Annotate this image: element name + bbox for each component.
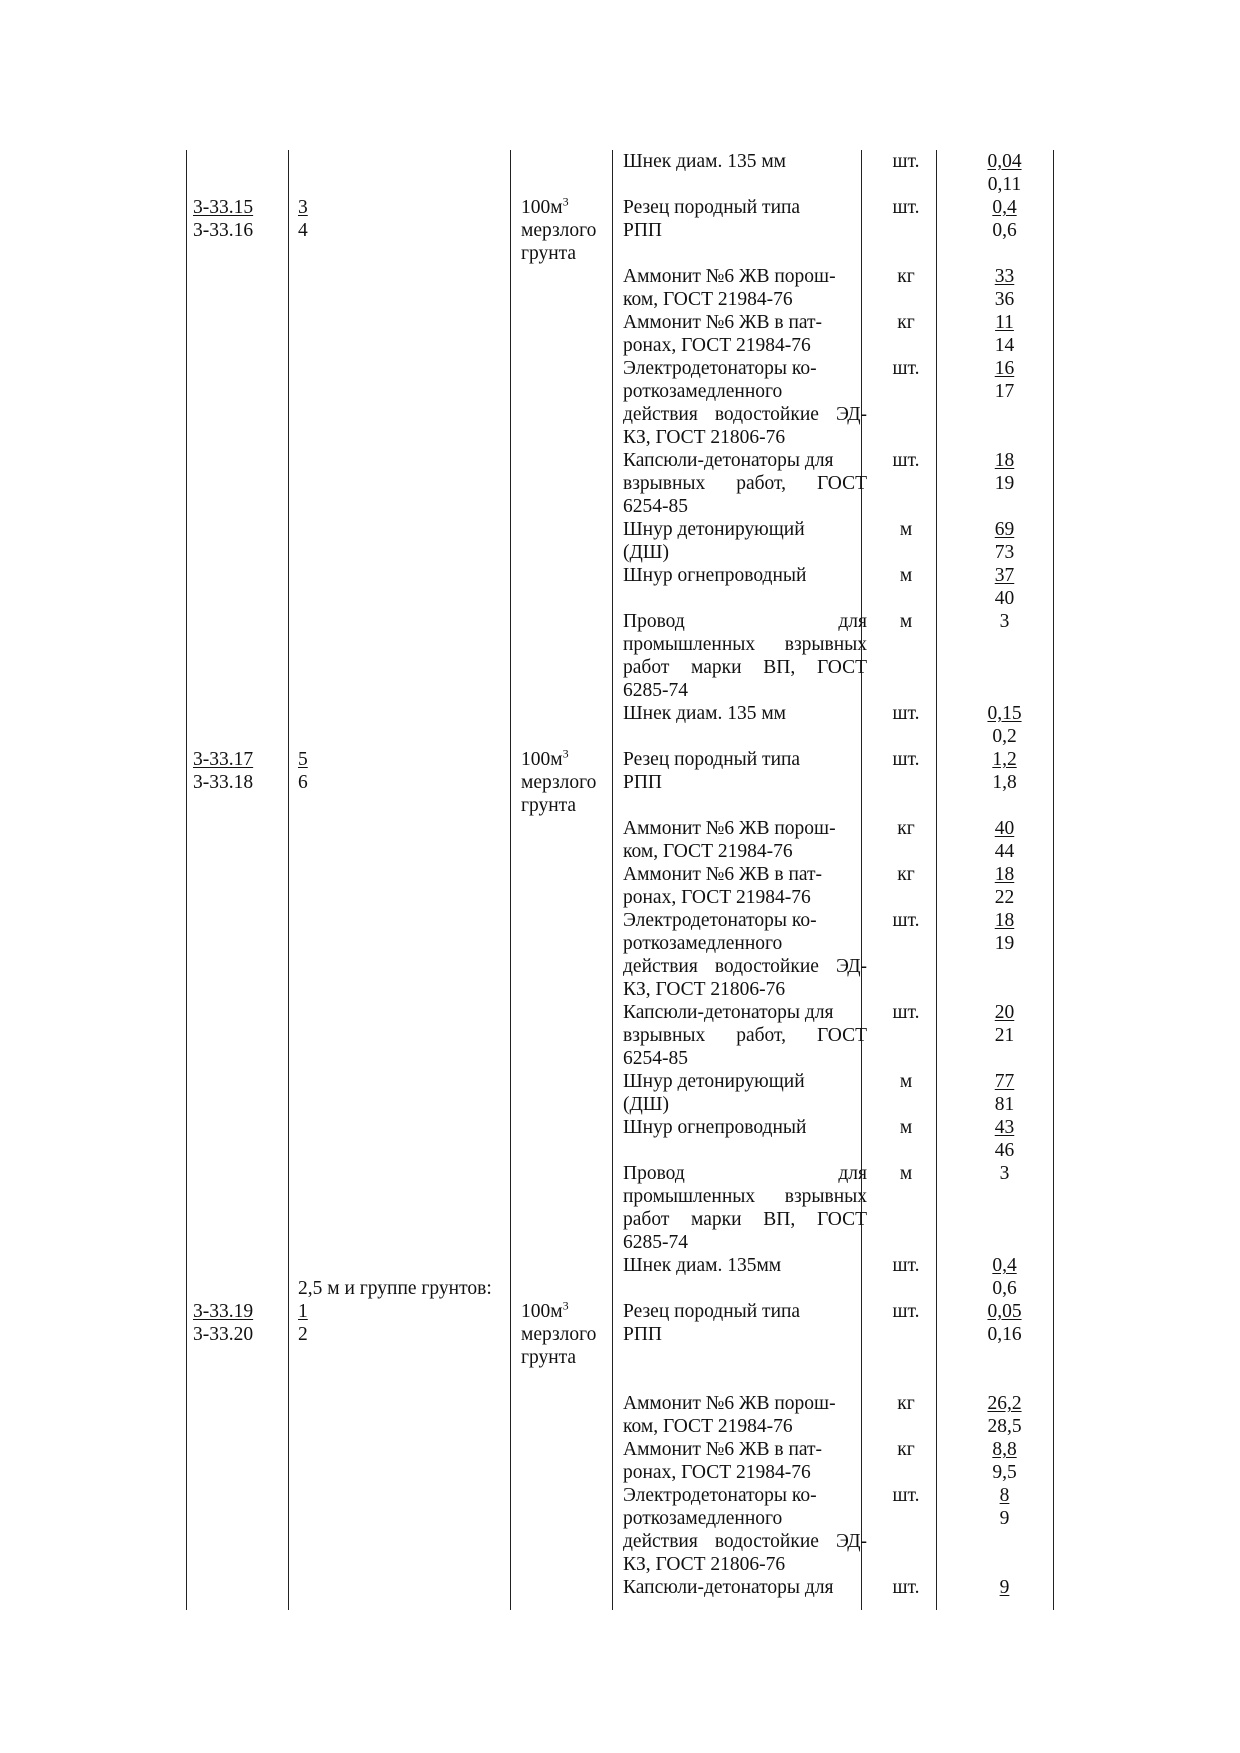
resource-name-line: 6285-74 (623, 680, 688, 701)
resource-name-line: действия водостойкие ЭД- (623, 404, 867, 425)
measure-unit-text: грунта (521, 795, 577, 816)
resource-name-line: промышленных взрывных (623, 634, 867, 655)
quantity-value: 0,11 (987, 174, 1022, 195)
quantity-underlined: 16 (994, 358, 1015, 379)
resource-name-line: Капсюли-детонаторы для (623, 1002, 834, 1023)
norm-code: 3-33.15 (193, 197, 254, 218)
quantity-value (944, 909, 1065, 932)
unit-cell (868, 1438, 944, 1461)
unit-value: кг (897, 266, 915, 287)
quantity-value: 0,2 (992, 726, 1017, 747)
quantity-cell (944, 1392, 1065, 1438)
resource-name-line: 6254-85 (623, 496, 688, 517)
quantity-value: 0,6 (992, 220, 1017, 241)
unit-cell (868, 357, 944, 380)
unit-value: м (899, 1071, 913, 1092)
resource-name-line: ронах, ГОСТ 21984-76 (623, 887, 811, 908)
quantity-underlined: 77 (994, 1071, 1015, 1092)
unit-value: шт. (892, 749, 920, 770)
resource-name-line: КЗ, ГОСТ 21806-76 (623, 979, 786, 1000)
resource-name-cell (623, 748, 867, 794)
quantity-value (944, 518, 1065, 541)
unit-value: м (899, 519, 913, 540)
resource-name-line: роткозамедленного (623, 933, 783, 954)
resource-name-cell (623, 1300, 867, 1346)
superscript-cubed: 3 (562, 1298, 569, 1313)
quantity-cell (944, 748, 1065, 794)
unit-cell (868, 1254, 944, 1277)
resource-name-line: 6285-74 (623, 1232, 688, 1253)
unit-cell (868, 265, 944, 288)
resource-name-line: ронах, ГОСТ 21984-76 (623, 1462, 811, 1483)
resource-name-line: Аммонит №6 ЖВ порош- (623, 818, 836, 839)
unit-cell (868, 748, 944, 771)
quantity-value (944, 817, 1065, 840)
unit-cell (868, 518, 944, 541)
quantity-value (944, 863, 1065, 886)
variant-value: 4 (298, 220, 308, 241)
measure-unit-text: мерзлого (521, 772, 597, 793)
resource-name-line: Аммонит №6 ЖВ в пат- (623, 1439, 823, 1460)
code-cell (193, 1300, 253, 1346)
unit-value: шт. (892, 450, 920, 471)
unit-value: шт. (892, 910, 920, 931)
resource-name-line: Шнек диам. 135мм (623, 1255, 782, 1276)
quantity-cell (944, 1070, 1065, 1116)
resource-name-line: Резец породный типа (623, 749, 801, 770)
resource-name-line: действия водостойкие ЭД- (623, 956, 867, 977)
quantity-underlined: 1,2 (992, 749, 1017, 770)
unit-cell (868, 150, 944, 173)
unit-value: шт. (892, 197, 920, 218)
quantity-underlined: 69 (994, 519, 1015, 540)
unit-cell (868, 863, 944, 886)
resource-name-cell (623, 150, 867, 173)
measure-unit-text: $100м^3$ (521, 1298, 569, 1322)
variant-value: 2 (298, 1324, 308, 1345)
resource-name-line: Шнек диам. 135 мм (623, 151, 787, 172)
resource-name-line: ком, ГОСТ 21984-76 (623, 841, 793, 862)
unit-cell (868, 1162, 944, 1185)
quantity-value: 22 (994, 887, 1015, 908)
quantity-cell (944, 518, 1065, 564)
resource-name-line: Шнур огнепроводный (623, 1117, 807, 1138)
quantity-value: 36 (994, 289, 1015, 310)
resource-name-cell (623, 1162, 867, 1254)
quantity-value (944, 357, 1065, 380)
quantity-value (944, 1116, 1065, 1139)
resource-name-line: действия водостойкие ЭД- (623, 1531, 867, 1552)
resource-name-line: 6254-85 (623, 1048, 688, 1069)
unit-value: м (899, 1117, 913, 1138)
quantity-cell (944, 1254, 1065, 1300)
resource-name-line: Шнек диам. 135 мм (623, 703, 787, 724)
resource-name-line: Шнур детонирующий (623, 1071, 805, 1092)
resource-name-line: Шнур детонирующий (623, 519, 805, 540)
resource-name-line: Капсюли-детонаторы для (623, 450, 834, 471)
resource-name-line: работ марки ВП, ГОСТ (623, 657, 867, 678)
quantity-cell (944, 817, 1065, 863)
quantity-underlined: 20 (994, 1002, 1015, 1023)
resource-name-cell (623, 702, 867, 725)
quantity-value (944, 265, 1065, 288)
measure-unit-text: грунта (521, 243, 577, 264)
quantity-value: 81 (994, 1094, 1015, 1115)
resource-name-line: Резец породный типа (623, 1301, 801, 1322)
resource-name-line: Провод для (623, 1163, 867, 1184)
quantity-underlined: 26,2 (987, 1393, 1022, 1414)
measure-unit-text: $100м^3$ (521, 746, 569, 770)
quantity-cell (944, 150, 1065, 196)
unit-value: кг (897, 1393, 915, 1414)
quantity-value (944, 1484, 1065, 1507)
unit-cell (868, 1576, 944, 1599)
resource-name-line: РПП (623, 772, 663, 793)
superscript-cubed: 3 (562, 194, 569, 209)
resource-name-line: Аммонит №6 ЖВ в пат- (623, 312, 823, 333)
quantity-underlined: 18 (994, 864, 1015, 885)
unit-value: м (899, 1163, 913, 1184)
resource-name-cell (623, 518, 867, 564)
measure-unit-text: грунта (521, 1347, 577, 1368)
code-cell (193, 748, 253, 794)
quantity-underlined: 9 (999, 1577, 1010, 1598)
quantity-underlined: 0,4 (992, 1255, 1017, 1276)
quantity-value: 19 (994, 933, 1015, 954)
resource-name-line: КЗ, ГОСТ 21806-76 (623, 1554, 786, 1575)
unit-cell (868, 702, 944, 725)
unit-value: шт. (892, 151, 920, 172)
table-divider-1 (288, 150, 289, 1610)
quantity-value: 3 (999, 1163, 1010, 1184)
quantity-cell (944, 265, 1065, 311)
unit-cell (868, 1484, 944, 1507)
unit-cell (868, 564, 944, 587)
quantity-cell (944, 1484, 1065, 1530)
unit-value: кг (897, 312, 915, 333)
quantity-value (944, 1001, 1065, 1024)
quantity-value (944, 748, 1065, 771)
resource-name-cell (623, 449, 867, 518)
quantity-underlined: 40 (994, 818, 1015, 839)
quantity-value: 28,5 (987, 1416, 1022, 1437)
table-divider-2 (510, 150, 511, 1610)
resource-name-cell (623, 1070, 867, 1116)
resource-name-line: Резец породный типа (623, 197, 801, 218)
norm-code: 3-33.18 (193, 772, 254, 793)
unit-cell (868, 196, 944, 219)
unit-value: кг (897, 864, 915, 885)
quantity-cell (944, 1576, 1065, 1599)
quantity-underlined: 0,4 (992, 197, 1017, 218)
quantity-cell (944, 1162, 1065, 1185)
variant-value: 3 (298, 197, 308, 218)
variant-value: 6 (298, 772, 308, 793)
resource-name-line: Электродетонаторы ко- (623, 910, 817, 931)
quantity-value (944, 564, 1065, 587)
quantity-underlined: 37 (994, 565, 1015, 586)
resource-name-cell (623, 1438, 867, 1484)
quantity-value (944, 150, 1065, 173)
variant-cell (298, 196, 308, 242)
measure-unit-text: мерзлого (521, 1324, 597, 1345)
resource-name-cell (623, 564, 867, 587)
quantity-value: 21 (994, 1025, 1015, 1046)
quantity-value (944, 1300, 1065, 1323)
resource-name-cell (623, 610, 867, 702)
quantity-value (944, 1576, 1065, 1599)
unit-of-measure-cell (521, 196, 596, 265)
unit-value: шт. (892, 1255, 920, 1276)
quantity-underlined: 8,8 (992, 1439, 1017, 1460)
unit-cell (868, 610, 944, 633)
quantity-value: 46 (994, 1140, 1015, 1161)
quantity-cell (944, 311, 1065, 357)
quantity-underlined: 0,05 (987, 1301, 1022, 1322)
unit-value: шт. (892, 358, 920, 379)
quantity-value: 40 (994, 588, 1015, 609)
unit-value: шт. (892, 1577, 920, 1598)
resource-name-cell (623, 817, 867, 863)
quantity-value (944, 449, 1065, 472)
quantity-cell (944, 610, 1065, 633)
resource-name-line: Аммонит №6 ЖВ порош- (623, 266, 836, 287)
norm-code: 3-33.19 (193, 1301, 254, 1322)
quantity-value: 0,6 (992, 1278, 1017, 1299)
variant-value: 1 (298, 1301, 308, 1322)
quantity-cell (944, 909, 1065, 955)
quantity-value (944, 1254, 1065, 1277)
quantity-value (944, 702, 1065, 725)
unit-value: шт. (892, 1301, 920, 1322)
unit-of-measure-cell (521, 748, 596, 817)
resource-name-line: взрывных работ, ГОСТ (623, 473, 867, 494)
resource-name-cell (623, 357, 867, 449)
resource-name-line: Электродетонаторы ко- (623, 358, 817, 379)
unit-cell (868, 1001, 944, 1024)
resource-name-line: КЗ, ГОСТ 21806-76 (623, 427, 786, 448)
quantity-cell (944, 1300, 1065, 1346)
resource-name-cell (623, 1392, 867, 1438)
resource-name-cell (623, 265, 867, 311)
quantity-value: 19 (994, 473, 1015, 494)
resource-name-cell (623, 1484, 867, 1576)
code-cell (193, 196, 253, 242)
unit-value: шт. (892, 1485, 920, 1506)
resource-name-line: взрывных работ, ГОСТ (623, 1025, 867, 1046)
quantity-value: 9,5 (992, 1462, 1017, 1483)
quantity-value: 1,8 (992, 772, 1017, 793)
quantity-cell (944, 357, 1065, 403)
unit-cell (868, 311, 944, 334)
unit-value: шт. (892, 703, 920, 724)
resource-name-line: Аммонит №6 ЖВ порош- (623, 1393, 836, 1414)
quantity-underlined: 11 (995, 312, 1014, 333)
quantity-value: 3 (999, 611, 1010, 632)
quantity-cell (944, 196, 1065, 242)
quantity-value (944, 1070, 1065, 1093)
quantity-value: 44 (994, 841, 1015, 862)
resource-name-cell (623, 863, 867, 909)
resource-name-cell (623, 196, 867, 242)
unit-value: кг (897, 818, 915, 839)
variant-cell (298, 1277, 492, 1300)
norm-code: 3-33.17 (193, 749, 254, 770)
quantity-underlined: 43 (994, 1117, 1015, 1138)
quantity-value: 14 (994, 335, 1015, 356)
norm-code: 3-33.20 (193, 1324, 254, 1345)
resource-name-cell (623, 1254, 867, 1277)
resource-name-line: ронах, ГОСТ 21984-76 (623, 335, 811, 356)
variant-cell (298, 1300, 308, 1346)
unit-value: кг (897, 1439, 915, 1460)
quantity-value (944, 1392, 1065, 1415)
quantity-underlined: 33 (994, 266, 1015, 287)
resource-name-line: (ДШ) (623, 1094, 669, 1115)
quantity-cell (944, 702, 1065, 748)
quantity-underlined: 18 (994, 910, 1015, 931)
quantity-cell (944, 1438, 1065, 1484)
unit-cell (868, 1116, 944, 1139)
quantity-underlined: 0,15 (987, 703, 1022, 724)
quantity-cell (944, 564, 1065, 610)
measure-unit-text: $100м^3$ (521, 194, 569, 218)
quantity-cell (944, 863, 1065, 909)
resource-name-line: Аммонит №6 ЖВ в пат- (623, 864, 823, 885)
unit-cell (868, 817, 944, 840)
resource-name-cell (623, 1116, 867, 1139)
resource-name-line: ком, ГОСТ 21984-76 (623, 1416, 793, 1437)
resource-name-line: Электродетонаторы ко- (623, 1485, 817, 1506)
unit-cell (868, 1070, 944, 1093)
quantity-underlined: 18 (994, 450, 1015, 471)
resource-name-cell (623, 909, 867, 1001)
unit-value: м (899, 565, 913, 586)
unit-value: шт. (892, 1002, 920, 1023)
resource-name-line: (ДШ) (623, 542, 669, 563)
superscript-cubed: 3 (562, 746, 569, 761)
table-divider-3 (612, 150, 613, 1610)
quantity-value (944, 1438, 1065, 1461)
variant-cell (298, 748, 308, 794)
quantity-value (944, 196, 1065, 219)
resource-name-cell (623, 311, 867, 357)
resource-name-line: РПП (623, 1324, 663, 1345)
quantity-cell (944, 1001, 1065, 1047)
unit-cell (868, 449, 944, 472)
quantity-value: 0,16 (987, 1324, 1022, 1345)
norm-code: 3-33.16 (193, 220, 254, 241)
unit-value: м (899, 611, 913, 632)
resource-name-line: работ марки ВП, ГОСТ (623, 1209, 867, 1230)
resource-name-line: Шнур огнепроводный (623, 565, 807, 586)
resource-name-line: Провод для (623, 611, 867, 632)
resource-name-cell (623, 1576, 867, 1599)
unit-of-measure-cell (521, 1300, 596, 1369)
resource-name-line: промышленных взрывных (623, 1186, 867, 1207)
resource-name-cell (623, 1001, 867, 1070)
quantity-cell (944, 449, 1065, 495)
variant-value: 2,5 м и группе грунтов: (298, 1278, 492, 1299)
quantity-value (944, 311, 1065, 334)
table-border-left (186, 150, 187, 1610)
unit-cell (868, 909, 944, 932)
quantity-underlined: 0,04 (987, 151, 1022, 172)
resource-name-line: РПП (623, 220, 663, 241)
resource-name-line: Капсюли-детонаторы для (623, 1577, 834, 1598)
unit-cell (868, 1300, 944, 1323)
quantity-underlined: 8 (999, 1485, 1010, 1506)
resource-name-line: роткозамедленного (623, 1508, 783, 1529)
measure-unit-text: мерзлого (521, 220, 597, 241)
quantity-value: 17 (994, 381, 1015, 402)
variant-value: 5 (298, 749, 308, 770)
unit-cell (868, 1392, 944, 1415)
quantity-cell (944, 1116, 1065, 1162)
quantity-value: 9 (999, 1508, 1010, 1529)
resource-name-line: ком, ГОСТ 21984-76 (623, 289, 793, 310)
resource-name-line: роткозамедленного (623, 381, 783, 402)
quantity-value: 73 (994, 542, 1015, 563)
